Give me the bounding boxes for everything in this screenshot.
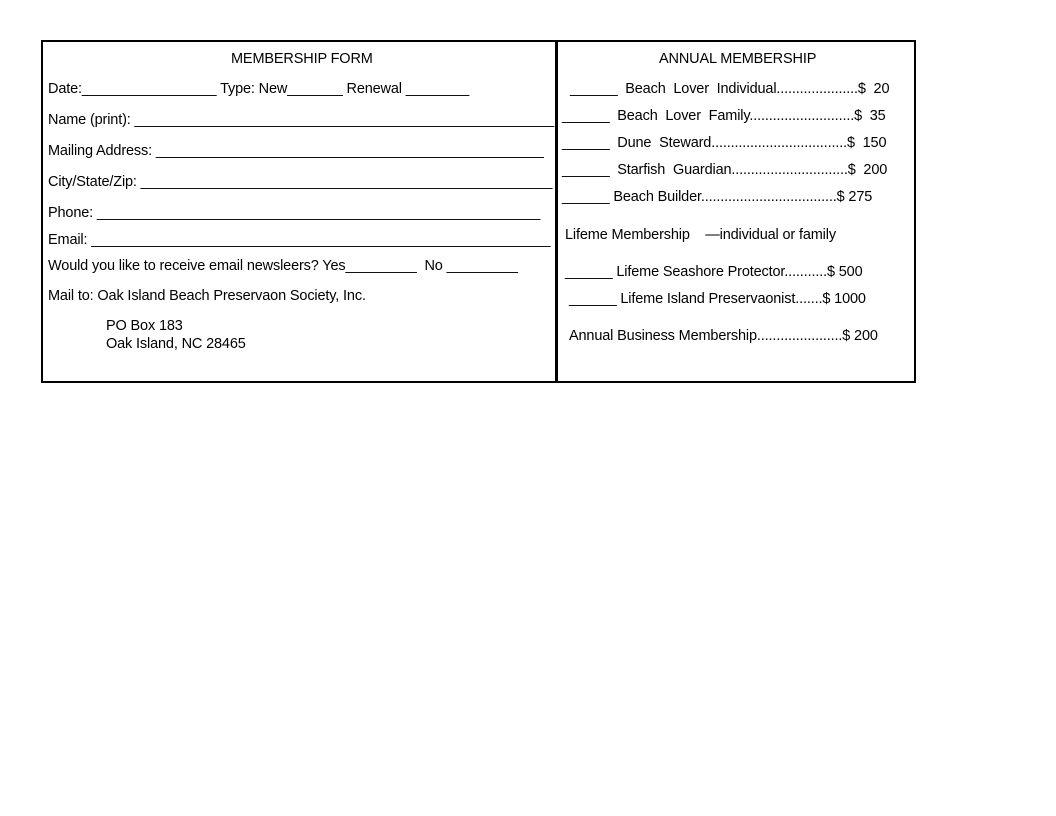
date-type-line: Date:_________________ Type: New_______ Renewal ________ bbox=[48, 81, 470, 97]
annual-membership-title: ANNUAL MEMBERSHIP bbox=[659, 51, 817, 67]
membership-option: ______ Starfish Guardian..............................$ 200 bbox=[562, 162, 888, 178]
name-line: Name (print): _____________________________________________________ bbox=[48, 112, 554, 128]
column-divider bbox=[555, 40, 558, 383]
lifetime-option: ______ Lifeme Island Preservaonist.......$ 1000 bbox=[569, 291, 866, 307]
mailing-address-line: Mailing Address: _________________________________________________ bbox=[48, 143, 544, 159]
po-box-line: PO Box 183 bbox=[106, 318, 183, 334]
membership-form-title: MEMBERSHIP FORM bbox=[231, 51, 373, 67]
membership-option: ______ Beach Builder...................................$ 275 bbox=[562, 189, 873, 205]
email-line: Email: __________________________________________________________ bbox=[48, 232, 551, 248]
membership-option: ______ Beach Lover Family...........................$ 35 bbox=[562, 108, 886, 124]
city-state-zip-line: City/State/Zip: ____________________________________________________ bbox=[48, 174, 553, 190]
membership-option: ______ Dune Steward...................................$ 150 bbox=[562, 135, 887, 151]
lifetime-membership-heading: Lifeme Membership —individual or family bbox=[565, 227, 836, 243]
membership-option: ______ Beach Lover Individual.....................$ 20 bbox=[570, 81, 890, 97]
phone-line: Phone: ________________________________________________________ bbox=[48, 205, 541, 221]
city-state-address-line: Oak Island, NC 28465 bbox=[106, 336, 246, 352]
newsletter-line: Would you like to receive email newsleers? Yes_________ No _________ bbox=[48, 258, 518, 274]
mail-to-line: Mail to: Oak Island Beach Preservaon Society, Inc. bbox=[48, 288, 366, 304]
lifetime-option: ______ Lifeme Seashore Protector...........$ 500 bbox=[565, 264, 863, 280]
business-membership-line: Annual Business Membership......................$ 200 bbox=[569, 328, 878, 344]
